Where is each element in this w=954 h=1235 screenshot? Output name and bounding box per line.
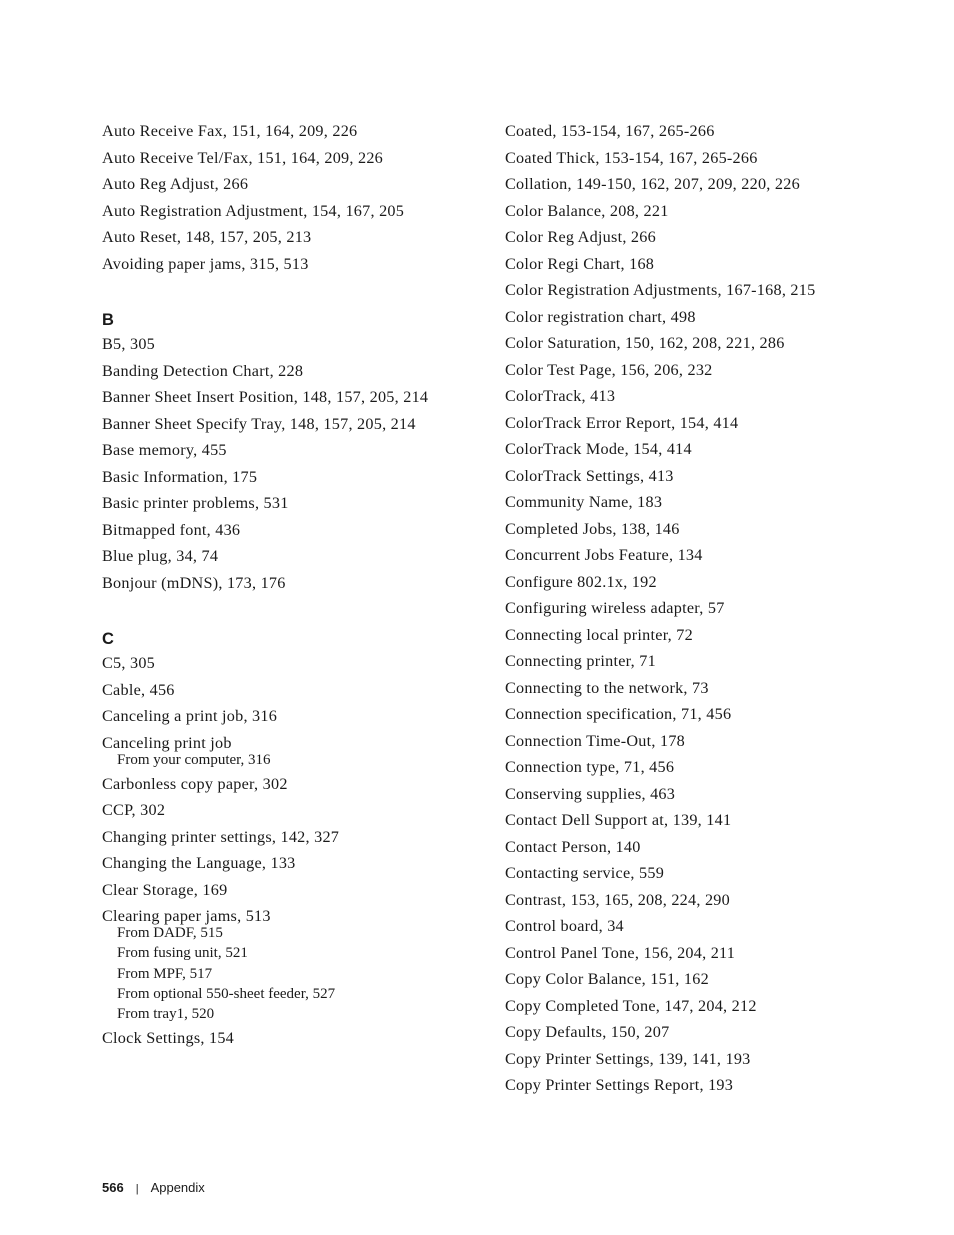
index-entry: Changing printer settings, 142, 327 bbox=[102, 827, 340, 846]
index-entry: Collation, 149-150, 162, 207, 209, 220, 226 bbox=[505, 175, 800, 193]
index-subentry: From optional 550-sheet feeder, 527 bbox=[117, 985, 336, 1002]
index-entry: Base memory, 455 bbox=[102, 441, 227, 459]
index-subentry-list bbox=[102, 923, 482, 1024]
index-entry: Color registration chart, 498 bbox=[505, 307, 696, 326]
index-entry: Basic Information, 175 bbox=[102, 467, 258, 486]
index-entry: ColorTrack Settings, 413 bbox=[505, 466, 674, 485]
index-entry: Connection Time-Out, 178 bbox=[505, 731, 686, 750]
index-entry: Clock Settings, 154 bbox=[102, 1029, 235, 1048]
index-subentry: From your computer, 316 bbox=[117, 751, 271, 768]
page-number: 566 bbox=[102, 1180, 124, 1195]
index-entry: Color Saturation, 150, 162, 208, 221, 286 bbox=[505, 334, 785, 352]
index-entry: Copy Completed Tone, 147, 204, 212 bbox=[505, 996, 757, 1015]
index-entry: Canceling a print job, 316 bbox=[102, 707, 278, 725]
index-entry: Auto Reg Adjust, 266 bbox=[102, 175, 249, 193]
index-entry: Banner Sheet Insert Position, 148, 157, 205, 214 bbox=[102, 388, 429, 406]
index-entry: Color Reg Adjust, 266 bbox=[505, 228, 656, 246]
index-column-left bbox=[102, 118, 482, 1052]
index-entry: Banner Sheet Specify Tray, 148, 157, 205, 214 bbox=[102, 414, 416, 433]
index-entry: ColorTrack Error Report, 154, 414 bbox=[505, 413, 739, 432]
index-entry: Bitmapped font, 436 bbox=[102, 520, 241, 539]
index-entry: Community Name, 183 bbox=[505, 493, 663, 511]
index-entry: CCP, 302 bbox=[102, 801, 166, 820]
index-group-c bbox=[102, 650, 482, 1052]
index-entry: Basic printer problems, 531 bbox=[102, 494, 289, 512]
index-entry: Coated Thick, 153-154, 167, 265-266 bbox=[505, 148, 758, 167]
index-entry: Carbonless copy paper, 302 bbox=[102, 774, 288, 793]
index-entry: Contact Person, 140 bbox=[505, 837, 641, 856]
index-group-b bbox=[102, 331, 482, 596]
index-entry: Clear Storage, 169 bbox=[102, 880, 228, 899]
index-entry: Contacting service, 559 bbox=[505, 864, 665, 882]
index-entry: Banding Detection Chart, 228 bbox=[102, 361, 304, 380]
index-entry: B5, 305 bbox=[102, 335, 156, 353]
index-entry: Color Balance, 208, 221 bbox=[505, 201, 669, 220]
footer-section: Appendix bbox=[150, 1180, 205, 1195]
index-entry: Coated, 153-154, 167, 265-266 bbox=[505, 122, 715, 140]
section-heading-b: B bbox=[102, 311, 114, 329]
index-column-right bbox=[505, 118, 925, 1099]
index-entry: Completed Jobs, 138, 146 bbox=[505, 519, 680, 538]
index-entry: Canceling print job bbox=[102, 733, 232, 752]
index-entry: Connection specification, 71, 456 bbox=[505, 705, 732, 723]
index-entry: Configuring wireless adapter, 57 bbox=[505, 599, 725, 617]
index-entry: Color Test Page, 156, 206, 232 bbox=[505, 360, 713, 379]
index-entry: C5, 305 bbox=[102, 654, 156, 672]
index-entry: Auto Registration Adjustment, 154, 167, 205 bbox=[102, 201, 405, 220]
index-entry: Bonjour (mDNS), 173, 176 bbox=[102, 573, 286, 592]
index-entry: Color Regi Chart, 168 bbox=[505, 254, 655, 273]
index-subentry: From DADF, 515 bbox=[117, 925, 223, 942]
index-entry: Connecting to the network, 73 bbox=[505, 678, 709, 697]
index-entry: Copy Printer Settings, 139, 141, 193 bbox=[505, 1049, 751, 1068]
index-entry: ColorTrack, 413 bbox=[505, 387, 616, 405]
index-subentry-list bbox=[102, 750, 482, 770]
index-entry: Auto Receive Tel/Fax, 151, 164, 209, 226 bbox=[102, 148, 384, 167]
index-entry: Connecting printer, 71 bbox=[505, 652, 656, 670]
index-subentry: From tray1, 520 bbox=[117, 1006, 215, 1023]
index-subentry: From MPF, 517 bbox=[117, 965, 213, 982]
index-entry: Copy Printer Settings Report, 193 bbox=[505, 1076, 734, 1094]
footer-separator: | bbox=[135, 1183, 139, 1195]
index-entry: Auto Receive Fax, 151, 164, 209, 226 bbox=[102, 122, 358, 140]
index-entry: Configure 802.1x, 192 bbox=[505, 572, 657, 591]
index-subentry: From fusing unit, 521 bbox=[117, 945, 248, 962]
index-entry: Concurrent Jobs Feature, 134 bbox=[505, 546, 703, 564]
index-entry: Control Panel Tone, 156, 204, 211 bbox=[505, 943, 736, 962]
index-entry: Copy Color Balance, 151, 162 bbox=[505, 970, 709, 988]
section-heading-c: C bbox=[102, 630, 114, 648]
index-entry: Connection type, 71, 456 bbox=[505, 758, 675, 776]
index-entry: Connecting local printer, 72 bbox=[505, 625, 693, 644]
index-entry: Cable, 456 bbox=[102, 680, 175, 699]
index-entry: Avoiding paper jams, 315, 513 bbox=[102, 254, 309, 273]
index-entry: Blue plug, 34, 74 bbox=[102, 547, 219, 565]
index-entry: Control board, 34 bbox=[505, 917, 624, 935]
index-entry: Changing the Language, 133 bbox=[102, 854, 296, 873]
index-entry: Color Registration Adjustments, 167-168, 215 bbox=[505, 281, 816, 299]
page-footer bbox=[102, 1180, 205, 1195]
index-entry: Contrast, 153, 165, 208, 224, 290 bbox=[505, 890, 730, 909]
index-entry: Copy Defaults, 150, 207 bbox=[505, 1023, 670, 1041]
index-entry: Contact Dell Support at, 139, 141 bbox=[505, 811, 732, 829]
index-entry: Clearing paper jams, 513 bbox=[102, 907, 271, 926]
index-entry: ColorTrack Mode, 154, 414 bbox=[505, 440, 692, 458]
index-group-a bbox=[102, 118, 482, 277]
index-entry: Conserving supplies, 463 bbox=[505, 784, 676, 803]
index-entry: Auto Reset, 148, 157, 205, 213 bbox=[102, 228, 312, 246]
